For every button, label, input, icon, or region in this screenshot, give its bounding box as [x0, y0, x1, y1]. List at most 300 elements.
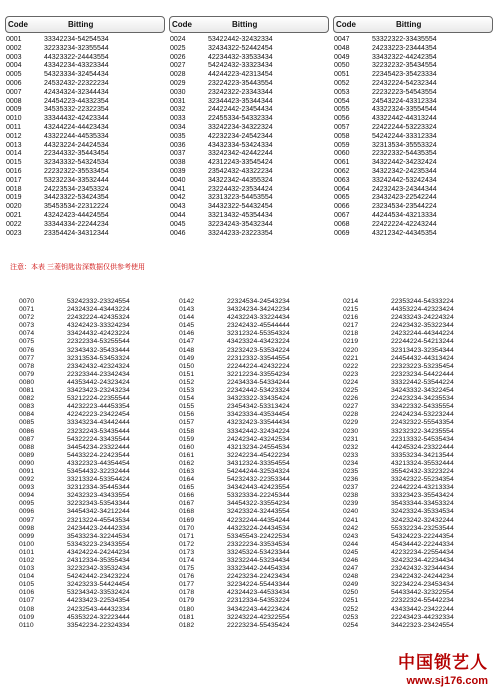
key-code: 0075 [19, 338, 35, 346]
bitting-value: 33213324-53354424 [67, 476, 130, 484]
key-code: 0154 [179, 395, 195, 403]
code-row [333, 106, 493, 115]
bitting-value: 33242342-42442244 [208, 150, 273, 158]
code-row [178, 573, 328, 581]
key-code: 0103 [19, 565, 35, 573]
bitting-value: 43242423-33324234 [67, 322, 130, 330]
top-column-2 [169, 16, 329, 238]
bitting-value: 54242432-33323434 [208, 62, 273, 70]
code-row [169, 159, 329, 168]
code-row [18, 395, 168, 403]
key-code: 0072 [19, 314, 35, 322]
code-row [18, 322, 168, 330]
bitting-value: 34322442-34232424 [372, 159, 437, 167]
key-code: 0086 [19, 427, 35, 435]
code-row [178, 330, 328, 338]
key-code: 0217 [343, 322, 359, 330]
code-row [342, 565, 492, 573]
bitting-value: 43212342-44345354 [372, 229, 437, 237]
code-row [342, 606, 492, 614]
code-row [169, 98, 329, 107]
bitting-value: 33542234-22324334 [67, 621, 130, 629]
code-row [169, 124, 329, 133]
code-row [178, 306, 328, 314]
bitting-value: 24422442-23454434 [208, 106, 273, 114]
bitting-value: 22232223-54543554 [372, 88, 437, 96]
code-row [342, 573, 492, 581]
key-code: 0252 [343, 605, 359, 613]
bitting-value: 43322442-44313244 [372, 115, 437, 123]
code-row [342, 476, 492, 484]
code-row [342, 517, 492, 525]
code-row [333, 168, 493, 177]
key-code: 0246 [343, 557, 359, 564]
bitting-value: 34422323-23424554 [391, 621, 454, 629]
bitting-value: 22423234-22423434 [227, 573, 290, 581]
code-row [18, 492, 168, 500]
key-code: 0088 [19, 443, 35, 451]
code-row [333, 45, 493, 54]
bitting-value: 23242432-32344434 [391, 565, 454, 573]
code-row [18, 330, 168, 338]
key-code: 0023 [6, 229, 22, 237]
key-code: 0157 [179, 419, 195, 427]
bitting-value: 35542432-33223224 [391, 467, 454, 475]
code-row [18, 476, 168, 484]
bitting-value: 33245324-53423344 [227, 548, 290, 556]
key-code: 0156 [179, 411, 195, 419]
key-code: 0066 [334, 203, 350, 211]
key-code: 0215 [343, 306, 359, 314]
key-code: 0087 [19, 435, 35, 443]
key-code: 0047 [334, 36, 350, 43]
bitting-value: 23454342-53313424 [227, 403, 290, 411]
key-code: 0049 [334, 53, 350, 61]
key-code: 0019 [6, 194, 22, 202]
bitting-value: 34312324-33354554 [227, 459, 290, 467]
bitting-value: 22432322-55543354 [391, 419, 454, 427]
code-row [178, 508, 328, 516]
code-row [5, 106, 165, 115]
bitting-value: 23234534-23544224 [372, 203, 437, 211]
code-row [18, 387, 168, 395]
code-row [18, 565, 168, 573]
key-code: 0241 [343, 516, 359, 524]
bitting-value: 33232322-34235554 [391, 427, 454, 435]
code-row [178, 597, 328, 605]
key-code: 0062 [334, 167, 350, 175]
bitting-value: 32242234-45422234 [227, 451, 290, 459]
bitting-value: 43322323-44354454 [67, 459, 130, 467]
key-code: 0239 [343, 500, 359, 508]
code-row [342, 338, 492, 346]
code-row [5, 133, 165, 142]
bitting-value: 44245324-23322444 [391, 443, 454, 451]
code-row [342, 444, 492, 452]
code-row [178, 606, 328, 614]
code-row [169, 71, 329, 80]
code-row [333, 54, 493, 63]
code-row [178, 428, 328, 436]
code-row [18, 581, 168, 589]
code-row [342, 298, 492, 306]
key-code: 0021 [6, 211, 22, 219]
bitting-value: 34454234-23322444 [67, 443, 130, 451]
key-code: 0144 [179, 314, 195, 322]
key-code: 0234 [343, 459, 359, 467]
key-code: 0218 [343, 330, 359, 338]
code-row [169, 54, 329, 63]
key-code: 0221 [343, 354, 359, 362]
key-code: 0071 [19, 306, 35, 314]
key-code: 0055 [334, 106, 350, 114]
key-code: 0027 [170, 62, 186, 70]
key-code: 0240 [343, 508, 359, 516]
code-row [18, 371, 168, 379]
bitting-value: 22244224-54213244 [391, 338, 454, 346]
key-code: 0175 [179, 565, 195, 573]
bitting-header: Bitting [68, 20, 94, 29]
code-row [18, 338, 168, 346]
bitting-value: 22423234-34235534 [391, 395, 454, 403]
key-code: 0067 [334, 211, 350, 219]
code-row [18, 347, 168, 355]
key-code: 0074 [19, 330, 35, 338]
bitting-value: 32344423-35344344 [208, 97, 273, 105]
key-code: 0147 [179, 338, 195, 346]
key-code: 0048 [334, 44, 350, 52]
code-row [342, 614, 492, 622]
key-code: 0250 [343, 589, 359, 597]
code-row [342, 581, 492, 589]
key-code: 0101 [19, 548, 35, 556]
bitting-value: 54242442-23423224 [67, 573, 130, 581]
code-row [5, 177, 165, 186]
code-row [342, 597, 492, 605]
code-row [178, 322, 328, 330]
code-row [178, 371, 328, 379]
key-code: 0110 [19, 621, 34, 629]
bitting-value: 32234243-35432344 [208, 220, 273, 228]
key-code: 0064 [334, 185, 350, 193]
code-row [169, 203, 329, 212]
bitting-value: 33424432-42423224 [67, 330, 130, 338]
bitting-value: 53343223-23433554 [67, 540, 130, 548]
code-row [169, 133, 329, 142]
code-row [178, 419, 328, 427]
bitting-value: 33344432-42423344 [44, 115, 109, 123]
key-code: 0231 [343, 435, 359, 443]
code-row [333, 115, 493, 124]
key-code: 0057 [334, 123, 350, 131]
key-code: 0214 [343, 298, 359, 305]
code-row [18, 306, 168, 314]
bitting-value: 55332234-23253544 [391, 524, 454, 532]
key-code: 0059 [334, 141, 350, 149]
code-row [342, 330, 492, 338]
key-code: 0143 [179, 306, 195, 314]
code-row [342, 411, 492, 419]
key-code: 0020 [6, 203, 22, 211]
code-row [342, 395, 492, 403]
code-row [169, 230, 329, 239]
code-row [5, 36, 165, 45]
top-column-1 [5, 16, 165, 238]
code-row [5, 115, 165, 124]
bitting-value: 35433344-33453324 [391, 500, 454, 508]
bitting-value: 22243423-44232334 [391, 613, 454, 621]
key-code: 0105 [19, 581, 35, 589]
bitting-value: 44244534-43213334 [372, 211, 437, 219]
bitting-value: 44323322-24443554 [44, 53, 109, 61]
code-row [178, 500, 328, 508]
bitting-value: 23224223-35443554 [208, 79, 273, 87]
bitting-value: 43433442-23422244 [391, 605, 454, 613]
bitting-value: 22432224-54232344 [372, 79, 437, 87]
bitting-header: Bitting [396, 20, 422, 29]
bitting-value: 32423324-32443554 [227, 508, 290, 516]
code-row [342, 622, 492, 630]
bitting-value: 53232234-33532444 [44, 176, 109, 184]
key-code: 0031 [170, 97, 186, 105]
bitting-value: 53242332-23324554 [67, 298, 130, 305]
code-row [333, 124, 493, 133]
key-code: 0051 [334, 71, 350, 79]
key-code: 0004 [6, 62, 22, 70]
bitting-value: 53212224-22355544 [67, 395, 130, 403]
bitting-value: 53234342-33532424 [67, 589, 130, 597]
bitting-value: 33342234-54254534 [44, 36, 109, 43]
code-row [342, 549, 492, 557]
key-code: 0224 [343, 378, 359, 386]
key-code: 0052 [334, 79, 350, 87]
key-code: 0219 [343, 338, 359, 346]
bitting-value: 22342442-53423324 [227, 387, 290, 395]
code-row [18, 403, 168, 411]
code-header: Code [336, 20, 356, 29]
bitting-value: 43432334-53424334 [208, 141, 273, 149]
key-code: 0232 [343, 443, 359, 451]
bitting-value: 32343432-35433444 [67, 346, 130, 354]
key-code: 0150 [179, 362, 195, 370]
code-row [342, 403, 492, 411]
key-code: 0015 [6, 159, 22, 167]
code-row [342, 533, 492, 541]
bitting-value: 22313332-54535434 [391, 435, 454, 443]
key-code: 0228 [343, 411, 359, 419]
key-code: 0033 [170, 115, 186, 123]
key-code: 0107 [19, 597, 35, 605]
bitting-value: 33242442-53242434 [372, 176, 437, 184]
bitting-value: 33342442-32434224 [227, 427, 290, 435]
key-code: 0006 [6, 79, 22, 87]
bottom-column-1 [18, 298, 168, 630]
code-row [342, 428, 492, 436]
bitting-value: 24242342-43242534 [227, 435, 290, 443]
key-code: 0036 [170, 141, 186, 149]
key-code: 0076 [19, 346, 35, 354]
bitting-value: 33213432-45354434 [208, 211, 273, 219]
code-row [18, 525, 168, 533]
code-row [18, 517, 168, 525]
code-row [333, 159, 493, 168]
key-code: 0174 [179, 557, 195, 564]
key-code: 0165 [179, 484, 195, 492]
code-row [342, 355, 492, 363]
bitting-value: 33323442-24454334 [227, 565, 290, 573]
bitting-value: 23232423-53534224 [227, 346, 290, 354]
bitting-value: 22323344-23342434 [67, 370, 130, 378]
key-code: 0152 [179, 378, 195, 386]
bitting-value: 43242423-44424554 [44, 211, 109, 219]
key-code: 0017 [6, 176, 22, 184]
key-code: 0229 [343, 419, 359, 427]
bitting-value: 22312332-33544554 [227, 354, 290, 362]
code-row [333, 71, 493, 80]
bitting-value: 33344334-22244234 [44, 220, 109, 228]
key-code: 0159 [179, 435, 195, 443]
code-row [178, 492, 328, 500]
code-row [169, 186, 329, 195]
code-row [5, 159, 165, 168]
watermark-url: www.sj176.com [406, 675, 488, 687]
bitting-value: 32313534-53453324 [67, 354, 130, 362]
bitting-value: 32423324-35334534 [391, 508, 454, 516]
bitting-value: 54242244-33312334 [372, 132, 437, 140]
code-row [178, 347, 328, 355]
key-code: 0068 [334, 220, 350, 228]
key-code: 0148 [179, 346, 195, 354]
bitting-value: 34322342-24235344 [372, 167, 437, 175]
key-code: 0226 [343, 395, 359, 403]
bitting-value: 54322224-33435544 [67, 435, 130, 443]
key-code: 0235 [343, 467, 359, 475]
bitting-value: 33244233-23223354 [208, 229, 273, 237]
key-code: 0247 [343, 565, 359, 573]
bitting-value: 34535332-22322354 [44, 106, 109, 114]
bitting-value: 23542432-43322234 [208, 167, 273, 175]
code-row [333, 98, 493, 107]
bitting-value: 22345423-35423334 [372, 71, 437, 79]
code-row [178, 387, 328, 395]
code-row [18, 419, 168, 427]
bitting-value: 23322234-33534534 [227, 540, 290, 548]
bitting-value: 34324234-34242234 [227, 306, 290, 314]
code-row [178, 363, 328, 371]
bitting-value: 24232423-24344344 [372, 185, 437, 193]
key-code: 0016 [6, 167, 22, 175]
code-row [342, 314, 492, 322]
bitting-value: 43213324-35532444 [391, 459, 454, 467]
bitting-value: 22422244-53223324 [372, 123, 437, 131]
key-code: 0227 [343, 403, 359, 411]
key-code: 0243 [343, 532, 359, 540]
bitting-value: 34423322-53424354 [44, 194, 109, 202]
bitting-value: 44353442-24323424 [67, 378, 130, 386]
key-code: 0022 [6, 220, 22, 228]
key-code: 0173 [179, 548, 195, 556]
key-code: 0042 [170, 194, 186, 202]
code-row [342, 468, 492, 476]
code-row [169, 212, 329, 221]
code-row [178, 476, 328, 484]
bitting-value: 32233234-32355544 [44, 44, 109, 52]
bottom-column-2 [178, 298, 328, 630]
code-row [178, 589, 328, 597]
bitting-value: 42434324-32344434 [44, 88, 109, 96]
bitting-value: 34432322-54432454 [208, 203, 273, 211]
code-row [18, 468, 168, 476]
key-code: 0070 [19, 298, 35, 305]
code-row [5, 62, 165, 71]
bitting-value: 42432243-33224434 [227, 314, 290, 322]
bitting-value: 24454223-44332354 [44, 97, 109, 105]
code-row [169, 150, 329, 159]
bitting-value: 23242322-23343344 [208, 88, 273, 96]
key-code: 0085 [19, 419, 35, 427]
code-row [333, 133, 493, 142]
code-row [342, 557, 492, 565]
bitting-value: 43232423-33544434 [227, 419, 290, 427]
code-header: Code [172, 20, 192, 29]
bitting-value: 24454432-44313424 [391, 354, 454, 362]
code-row [18, 460, 168, 468]
code-row [18, 533, 168, 541]
code-row [5, 203, 165, 212]
code-row [18, 549, 168, 557]
key-code: 0056 [334, 115, 350, 123]
bitting-value: 23224432-23534424 [208, 185, 273, 193]
key-code: 0073 [19, 322, 35, 330]
key-code: 0106 [19, 589, 35, 597]
code-row [18, 314, 168, 322]
code-row [18, 428, 168, 436]
bitting-value: 45353224-32223444 [67, 613, 130, 621]
bitting-value: 33242322-55234354 [391, 476, 454, 484]
code-row [18, 444, 168, 452]
code-list [169, 36, 329, 238]
key-code: 0041 [170, 185, 186, 193]
key-code: 0242 [343, 524, 359, 532]
code-row [333, 89, 493, 98]
bitting-value: 24232543-44432334 [67, 605, 130, 613]
code-row [18, 622, 168, 630]
key-code: 0149 [179, 354, 195, 362]
key-code: 0108 [19, 605, 35, 613]
code-row [18, 484, 168, 492]
key-code: 0039 [170, 167, 186, 175]
bitting-value: 32234224-23453434 [391, 581, 454, 589]
bitting-value: 34342443-42423554 [227, 484, 290, 492]
bitting-value: 43322244-44535334 [44, 132, 109, 140]
top-column-3 [333, 16, 493, 238]
key-code: 0007 [6, 88, 22, 96]
bitting-value: 43213234-24554534 [227, 443, 290, 451]
bitting-value: 34454322-33554234 [227, 500, 290, 508]
bitting-value: 24233223-23444354 [372, 44, 437, 52]
bitting-value: 33232244-53234434 [227, 557, 290, 564]
bitting-value: 22423432-35322344 [391, 322, 454, 330]
key-code: 0225 [343, 387, 359, 395]
code-row [18, 363, 168, 371]
code-row [342, 347, 492, 355]
code-row [178, 379, 328, 387]
code-row [18, 500, 168, 508]
code-row [18, 557, 168, 565]
code-row [5, 142, 165, 151]
bitting-value: 32434322-52442454 [208, 44, 273, 52]
key-code: 0163 [179, 467, 195, 475]
